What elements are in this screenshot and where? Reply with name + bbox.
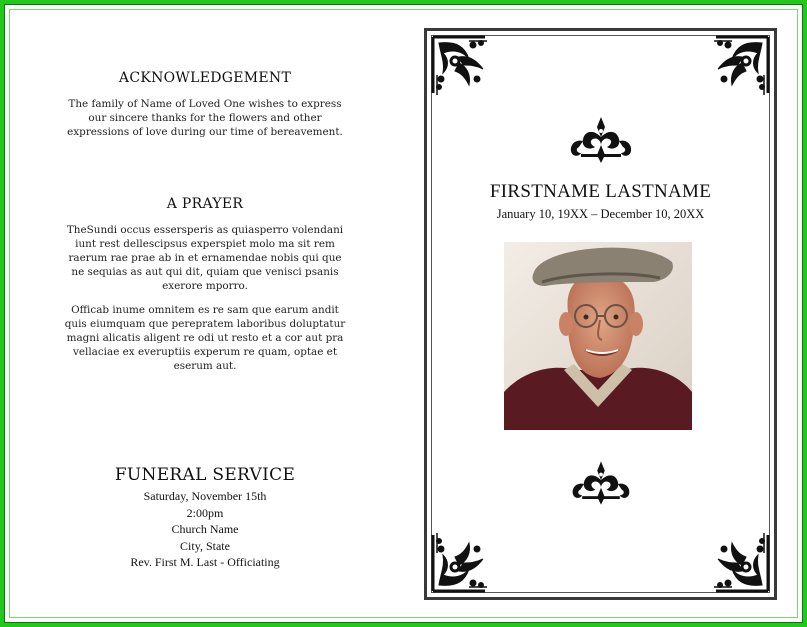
fleur-ornament-icon (569, 459, 633, 507)
corner-ornament-icon (710, 33, 772, 99)
portrait-photo (504, 242, 692, 430)
acknowledgement-text (60, 97, 350, 139)
prayer-line: vellaciae ex everuptiis experum re quam, optae et (73, 346, 337, 358)
fleur-ornament-icon (567, 115, 635, 165)
prayer-line: TheSundi occus essersperis as quiasperro volendani (66, 224, 344, 236)
prayer-line: raerum rae prae ab in et ernamendae nobis qui que (68, 252, 342, 264)
cover-page (424, 28, 777, 600)
corner-ornament-icon (429, 529, 491, 595)
prayer-paragraph-1 (60, 223, 350, 293)
service-officiant: Rev. First M. Last - Officiating (130, 555, 280, 569)
prayer-heading: A PRAYER (166, 196, 244, 212)
prayer-line: Officab inume omnitem es re sam que earum andit (71, 304, 339, 316)
deceased-name: FIRSTNAME LASTNAME (489, 181, 712, 202)
prayer-line: iunt rest dellescipsus experspiet molo ma sit rem (75, 238, 335, 250)
acknowledgement-line: The family of Name of Loved One wishes to express (68, 98, 342, 110)
service-date: Saturday, November 15th (143, 489, 267, 503)
corner-ornament-icon (429, 33, 491, 99)
funeral-service-heading: FUNERAL SERVICE (114, 465, 296, 485)
service-venue: Church Name (171, 522, 239, 536)
prayer-line: ne sequias as aut qui dit, quiam que venisci psanis (71, 266, 339, 278)
service-location: City, State (180, 538, 230, 553)
prayer-line: eserum aut. (173, 360, 237, 372)
prayer-line: quis eiumquam que perepratem laboribus doluptatur (64, 318, 346, 330)
acknowledgement-line: our sincere thanks for the flowers and other (88, 112, 322, 124)
acknowledgement-line: expressions of love during our time of bereavement. (67, 126, 343, 138)
corner-ornament-icon (710, 529, 772, 595)
acknowledgement-heading: ACKNOWLEDGEMENT (118, 70, 292, 86)
service-time: 2:00pm (186, 505, 224, 520)
prayer-paragraph-2 (60, 303, 350, 373)
funeral-service-details (60, 488, 350, 571)
prayer-line: magni alicatis aligent re odi ut resto et a cor aut pra (66, 332, 344, 344)
portrait-image (504, 242, 692, 430)
prayer-line: exerore mporro. (162, 280, 248, 292)
inside-left-page (40, 20, 370, 610)
life-dates: January 10, 19XX – December 10, 20XX (496, 207, 705, 221)
